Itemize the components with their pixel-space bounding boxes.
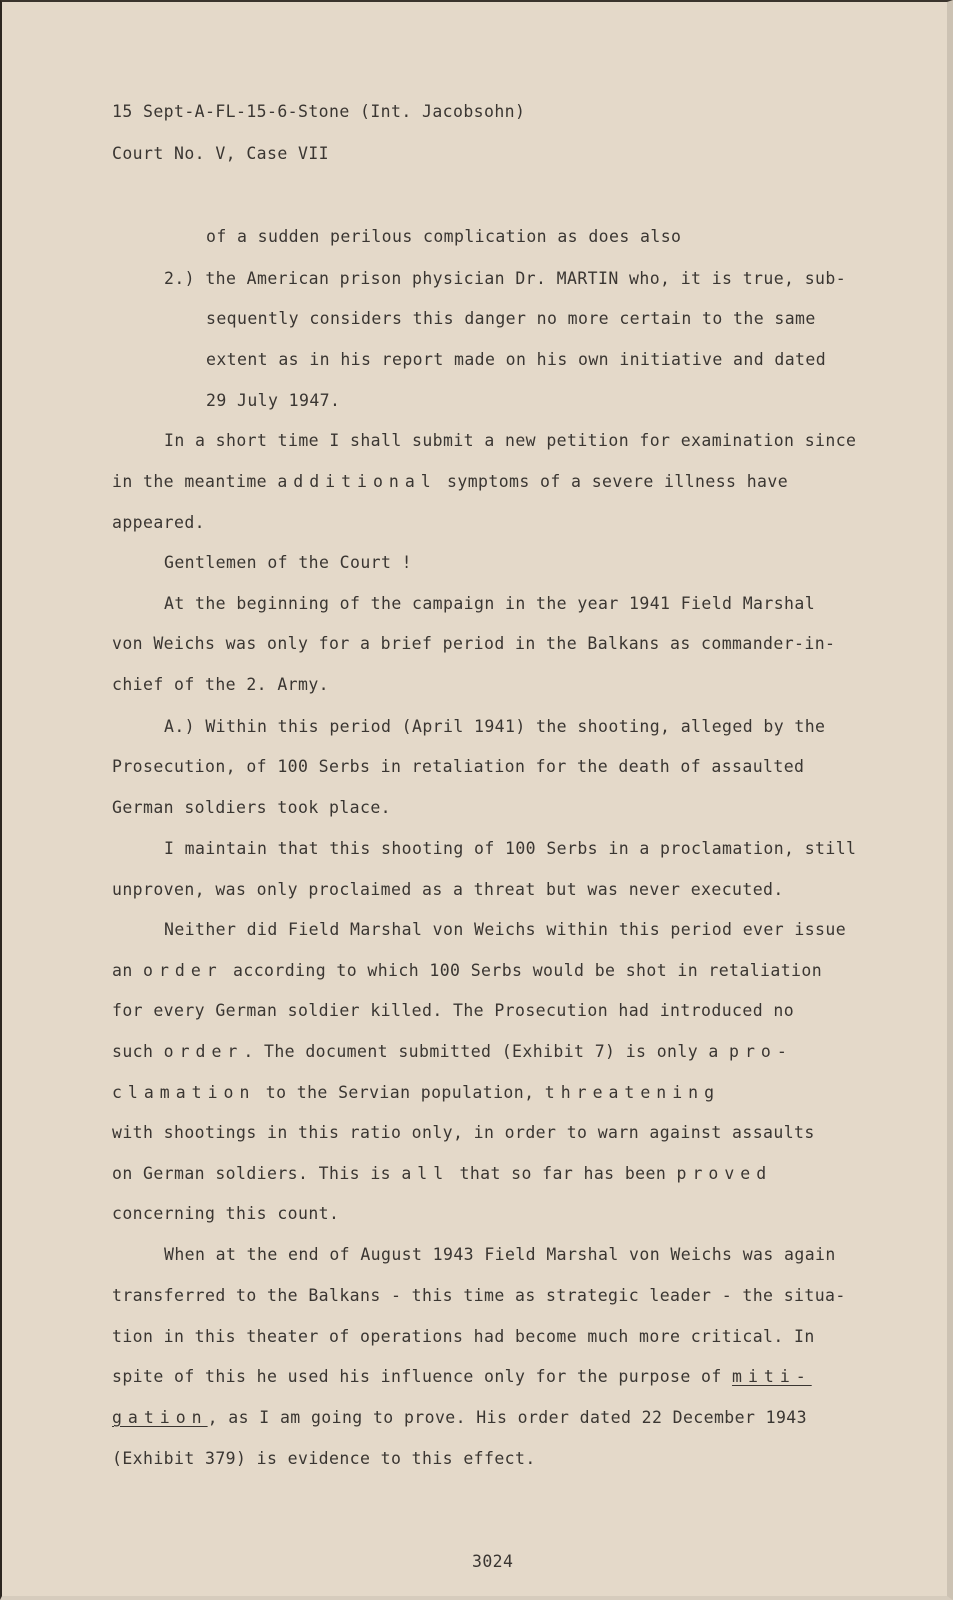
text-fragment: in the meantime — [112, 472, 278, 491]
court-case-line: Court No. V, Case VII — [112, 144, 330, 163]
spaced-emphasis: proved — [676, 1164, 773, 1183]
text-line: sequently considers this danger no more certain to the same — [206, 309, 816, 328]
text-line: A.) Within this period (April 1941) the shooting, alleged by the — [164, 717, 826, 736]
text-line — [112, 1367, 812, 1387]
underlined-emphasis: gation — [112, 1408, 208, 1427]
text-fragment: according to which 100 Serbs would be shot in retaliation — [222, 961, 823, 980]
spaced-emphasis: order — [143, 961, 223, 980]
text-line: Prosecution, of 100 Serbs in retaliation for the death of assaulted — [112, 757, 805, 776]
text-line: of a sudden perilous complication as does also — [206, 227, 682, 246]
spaced-emphasis: all — [401, 1164, 450, 1183]
text-line: When at the end of August 1943 Field Marshal von Weichs was again — [164, 1245, 836, 1264]
text-line: transferred to the Balkans - this time as strategic leader - the situa- — [112, 1286, 846, 1305]
text-line: German soldiers took place. — [112, 798, 392, 817]
text-line: for every German soldier killed. The Prosecution had introduced no — [112, 1001, 795, 1020]
salutation: Gentlemen of the Court ! — [164, 553, 413, 572]
spaced-emphasis: clamation — [112, 1083, 256, 1102]
text-line: unproven, was only proclaimed as a threat but was never executed. — [112, 880, 784, 899]
text-line: 29 July 1947. — [206, 391, 341, 410]
text-line: tion in this theater of operations had become much more critical. In — [112, 1327, 815, 1346]
text-fragment: . The document submitted (Exhibit 7) is only a — [243, 1042, 730, 1061]
text-line: 2.) the American prison physician Dr. MARTIN who, it is true, sub- — [164, 269, 847, 288]
text-line — [112, 472, 788, 492]
text-line: von Weichs was only for a brief period in the Balkans as commander-in- — [112, 634, 836, 653]
text-line: Neither did Field Marshal von Weichs within this period ever issue — [164, 920, 847, 939]
spaced-emphasis: additional — [277, 472, 437, 491]
text-line: chief of the 2. Army. — [112, 675, 330, 694]
document-reference: 15 Sept-A-FL-15-6-Stone (Int. Jacobsohn) — [112, 102, 526, 121]
text-line: with shootings in this ratio only, in order to warn against assaults — [112, 1123, 815, 1142]
text-fragment: on German soldiers. This is — [112, 1164, 402, 1183]
text-fragment: to the Servian population, — [255, 1083, 545, 1102]
text-line — [112, 961, 822, 981]
spaced-emphasis: order — [163, 1042, 244, 1061]
text-line — [112, 1408, 807, 1428]
text-line: (Exhibit 379) is evidence to this effect. — [112, 1449, 536, 1468]
text-line — [112, 1164, 772, 1184]
text-line — [112, 1083, 720, 1103]
text-line: concerning this count. — [112, 1204, 340, 1223]
spaced-emphasis: pro- — [729, 1042, 793, 1061]
spaced-emphasis: threatening — [544, 1083, 721, 1102]
text-fragment: spite of this he used his influence only for the purpose of — [112, 1367, 733, 1386]
text-fragment: symptoms of a severe illness have — [436, 472, 789, 491]
text-line — [112, 1042, 793, 1062]
text-fragment: , as I am going to prove. His order dated 22 December 1943 — [207, 1408, 807, 1427]
underlined-emphasis: miti- — [732, 1367, 812, 1386]
text-fragment: an — [112, 961, 144, 980]
text-line: extent as in his report made on his own initiative and dated — [206, 350, 827, 369]
text-line: I maintain that this shooting of 100 Serbs in a proclamation, still — [164, 839, 857, 858]
page-number: 3024 — [472, 1551, 514, 1571]
text-line: At the beginning of the campaign in the year 1941 Field Marshal — [164, 594, 816, 613]
text-fragment: that so far has been — [449, 1164, 677, 1183]
text-line: In a short time I shall submit a new petition for examination since — [164, 431, 857, 450]
text-line: appeared. — [112, 513, 206, 532]
text-fragment: such — [112, 1042, 164, 1061]
